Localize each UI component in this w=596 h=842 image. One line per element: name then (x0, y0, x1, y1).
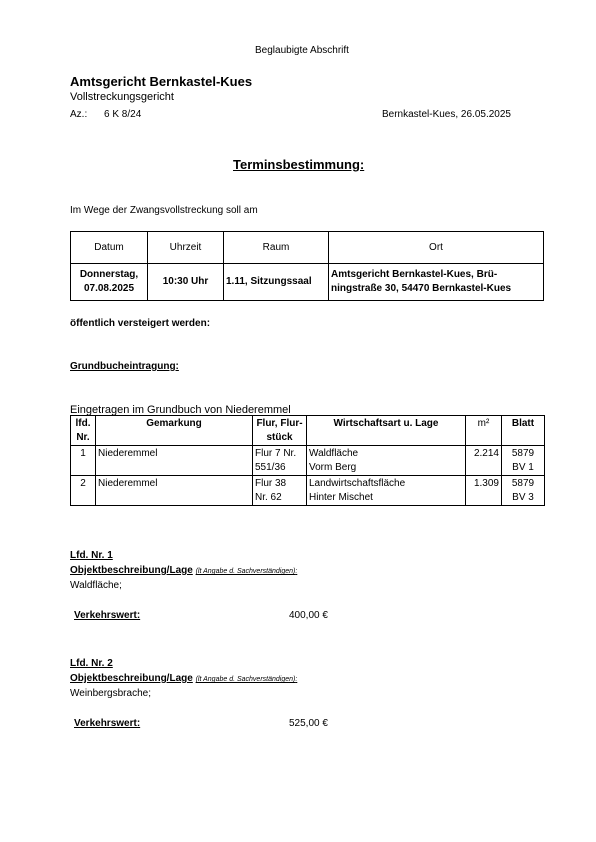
row-flur: Flur 7 Nr. 551/36 (253, 446, 307, 476)
grundbuch-intro: Eingetragen im Grundbuch von Niederemmel (70, 404, 291, 416)
desc-colon: : (295, 568, 298, 575)
termin-datum: Donnerstag, 07.08.2025 (71, 264, 148, 301)
header-blatt: Blatt (502, 416, 545, 446)
header-wirtschaft: Wirtschaftsart u. Lage (307, 416, 466, 446)
termin-uhrzeit: 10:30 Uhr (148, 264, 224, 301)
desc-note: (lt Angabe d. Sachverständigen) (195, 676, 296, 683)
row-wirtschaft: Landwirtschaftsfläche Hinter Mischet (307, 476, 466, 506)
object-1-desc-label (70, 565, 297, 578)
object-1-desc-text: Waldfläche; (70, 580, 122, 591)
row-flur: Flur 38 Nr. 62 (253, 476, 307, 506)
termin-header-raum: Raum (224, 232, 329, 264)
row-qm: 2.214 (466, 446, 502, 476)
intro-text: Im Wege der Zwangsvollstreckung soll am (70, 205, 258, 216)
object-2-desc-label (70, 673, 297, 686)
court-name: Amtsgericht Bernkastel-Kues (70, 74, 253, 89)
termin-header-ort: Ort (329, 232, 544, 264)
header-lfd: lfd. Nr. (71, 416, 96, 446)
grundbuch-header-row (71, 416, 545, 446)
termin-ort: Amtsgericht Bernkastel-Kues, Brü- ningstraße 30, 54470 Bernkastel-Kues (329, 264, 544, 301)
termin-raum: 1.11, Sitzungssaal (224, 264, 329, 301)
desc-label: Objektbeschreibung/Lage (70, 673, 193, 684)
row-blatt: 5879 BV 3 (502, 476, 545, 506)
object-2-value: 525,00 € (289, 718, 328, 729)
desc-colon: : (295, 676, 298, 683)
header-qm: m² (466, 416, 502, 446)
object-2-desc-text: Weinbergsbrache; (70, 688, 151, 699)
grundbuch-table (70, 415, 545, 506)
termin-row (71, 264, 544, 301)
object-2-heading: Lfd. Nr. 2 (70, 658, 113, 669)
table-row (71, 476, 545, 506)
court-type: Vollstreckungsgericht (70, 91, 174, 103)
termin-table (70, 231, 544, 301)
place-date: Bernkastel-Kues, 26.05.2025 (382, 109, 511, 120)
row-lfd: 1 (71, 446, 96, 476)
auction-text: öffentlich versteigert werden: (70, 318, 211, 329)
object-1-value: 400,00 € (289, 610, 328, 621)
desc-label: Objektbeschreibung/Lage (70, 565, 193, 576)
desc-note: (lt Angabe d. Sachverständigen) (195, 568, 296, 575)
object-1-value-label: Verkehrswert: (74, 610, 141, 621)
row-blatt: 5879 BV 1 (502, 446, 545, 476)
row-lfd: 2 (71, 476, 96, 506)
header-gemarkung: Gemarkung (96, 416, 253, 446)
table-row (71, 446, 545, 476)
termin-header-datum: Datum (71, 232, 148, 264)
az-value: 6 K 8/24 (104, 109, 142, 120)
header-flur: Flur, Flur- stück (253, 416, 307, 446)
termin-header-uhrzeit: Uhrzeit (148, 232, 224, 264)
az-label: Az.: (70, 109, 88, 120)
row-gemarkung: Niederemmel (96, 476, 253, 506)
page-title: Terminsbestimmung: (233, 157, 365, 172)
object-1-heading: Lfd. Nr. 1 (70, 550, 113, 561)
termin-header-row (71, 232, 544, 264)
grundbuch-heading: Grundbucheintragung: (70, 361, 179, 372)
row-qm: 1.309 (466, 476, 502, 506)
row-wirtschaft: Waldfläche Vorm Berg (307, 446, 466, 476)
object-2-value-label: Verkehrswert: (74, 718, 141, 729)
row-gemarkung: Niederemmel (96, 446, 253, 476)
copy-note: Beglaubigte Abschrift (255, 45, 349, 56)
